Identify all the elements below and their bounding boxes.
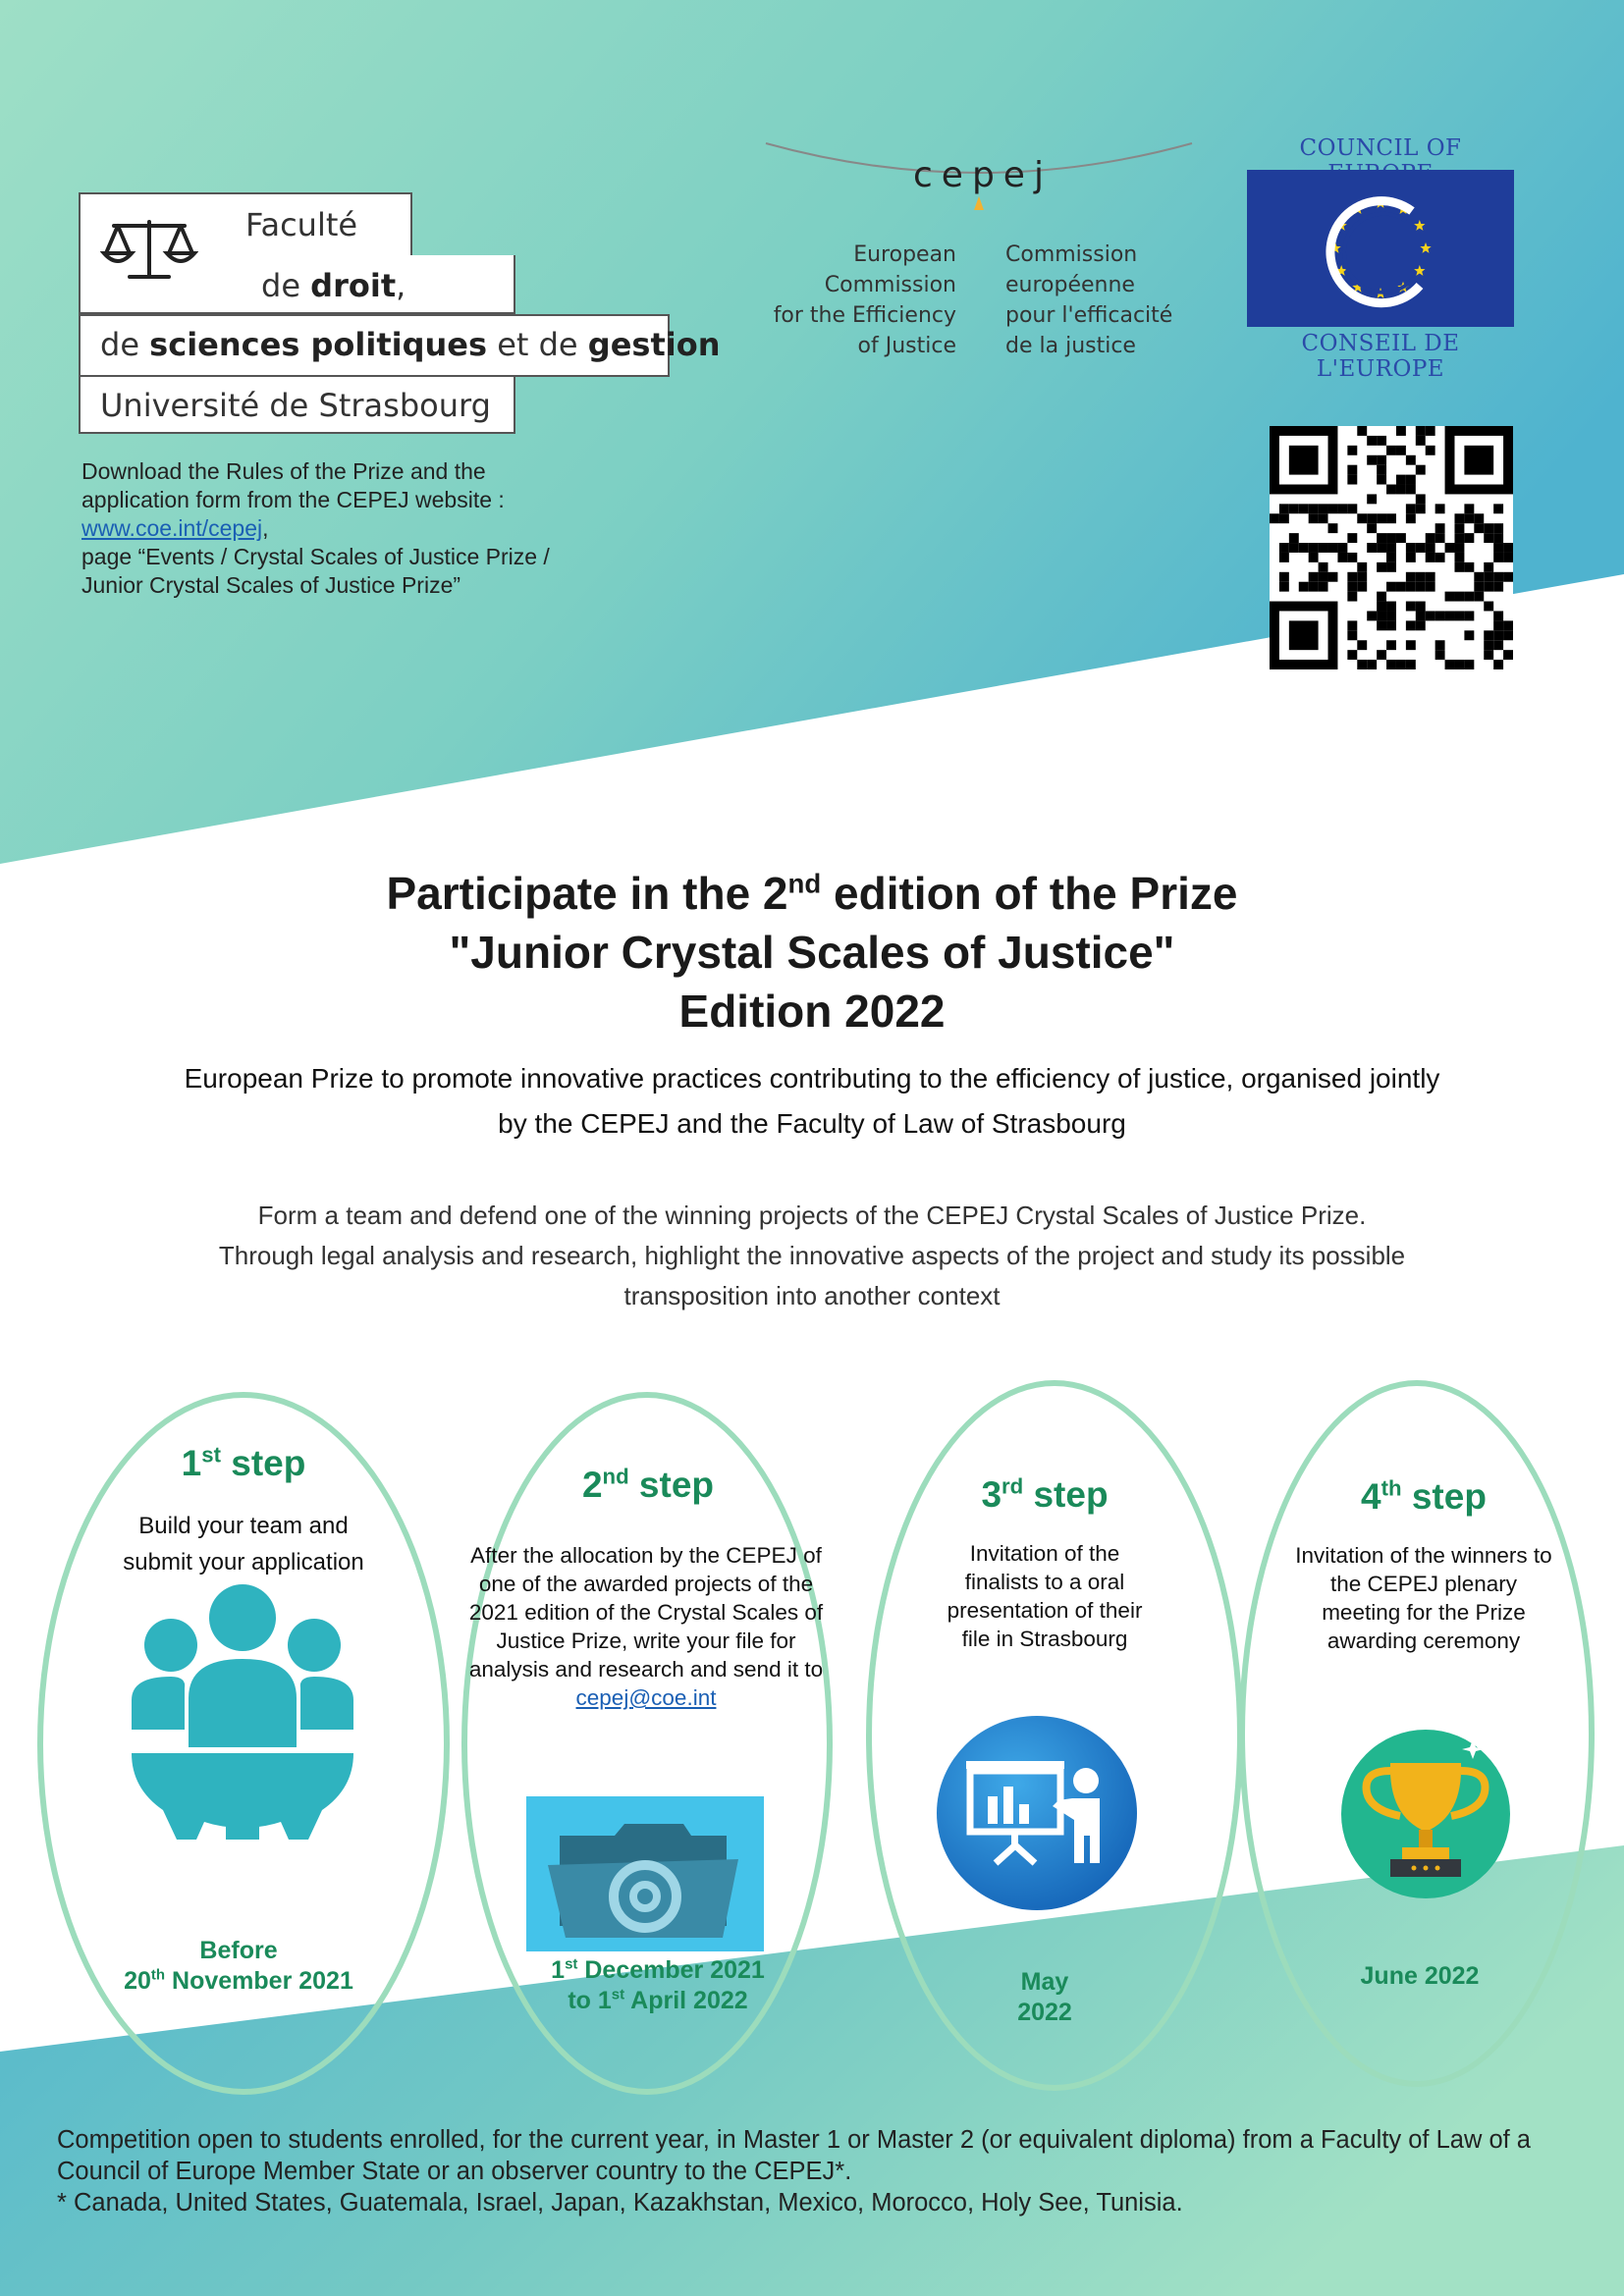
trophy-icon [1326,1720,1526,1908]
page-title: Participate in the 2nd edition of the Prize "Junior Crystal Scales of Justice" Edition 2022 [386,868,1238,1037]
eligibility-note: Competition open to students enrolled, for the current year, in Master 1 or Master 2 (or equivalent diploma) from a Faculty of Law of a Council of Europe Member State or an observer country to the CEPEJ*. * Canada, United States, Guatemala, Israel, Japan, Kazakhstan, Mexico, Morocco, Holy See, Tunisia. [57,2126,1531,2216]
download-instructions: Download the Rules of the Prize and the application form from the CEPEJ website : www.coe.int/cepej, page “Events / Crystal Scales of Justice Prize / Junior Crystal Scales of Justice Prize” [81,458,550,598]
download-page-path: page “Events / Crystal Scales of Justice Prize / Junior Crystal Scales of Justice Prize” [81,544,550,598]
scales-icon [100,214,198,283]
faculty-line-4: Université de Strasbourg [100,387,491,424]
presentation-icon [937,1716,1137,1910]
team-gear-icon [128,1582,357,1840]
step-3-text: Invitation of the finalists to a oral presentation of their file in Strasbourg [947,1541,1143,1651]
email-folder-icon [526,1796,764,1951]
step-1-text: Build your team and submit your application [123,1513,364,1575]
coe-name-fr: CONSEIL DE L'EUROPE [1301,331,1460,382]
cepej-website-link[interactable]: www.coe.int/cepej [81,515,263,541]
faculty-line-3: de sciences politiques et de gestion [100,326,721,363]
eu-stars-icon [1247,170,1514,327]
step-1-title: 1st step [181,1442,306,1483]
download-text: Download the Rules of the Prize and the application form from the CEPEJ website : [81,458,505,512]
cepej-name-fr: Commission européenne pour l'efficacité de la justice [1005,242,1173,358]
cepej-name-en: European Commission for the Efficiency of Justice [773,242,956,358]
step-3-date: May 2022 [1017,1968,1072,2026]
step-4-text: Invitation of the winners to the CEPEJ plenary meeting for the Prize awarding ceremony [1295,1543,1552,1653]
step-3-title: 3rd step [981,1473,1109,1515]
coe-name-en: COUNCIL OF [1299,135,1462,161]
step-2-title: 2nd step [581,1464,715,1505]
faculty-line-1: Faculté [245,206,358,243]
step-1-date: Before 20th November 2021 [124,1937,353,1995]
prize-subtitle: European Prize to promote innovative practices contributing to the efficiency of justice, organised jointly by the CEPEJ and the Faculty of Law of Strasbourg [184,1063,1440,1139]
faculty-line-2: de droit, [261,267,406,304]
step-4-title: 4th step [1361,1475,1487,1517]
step-2-date: 1st December 2021 to 1st April 2022 [551,1955,765,2014]
step-2-text: After the allocation by the CEPEJ of one of the awarded projects of the 2021 edition of the Crystal Scales of Justice Prize, write your file for analysis and research and send it to cepej@coe.int [468,1543,824,1710]
faculty-logo [79,192,721,438]
step-4-date: June 2022 [1360,1962,1480,1990]
cepej-logo-word: cepej [913,155,1053,195]
cepej-email-link[interactable]: cepej@coe.int [575,1685,717,1710]
qr-code-icon[interactable] [1267,426,1516,669]
intro-text: Form a team and defend one of the winning projects of the CEPEJ Crystal Scales of Justice Prize. Through legal analysis and research, highlight the innovative aspects of the project and study its possible transposition into another context [218,1201,1406,1310]
